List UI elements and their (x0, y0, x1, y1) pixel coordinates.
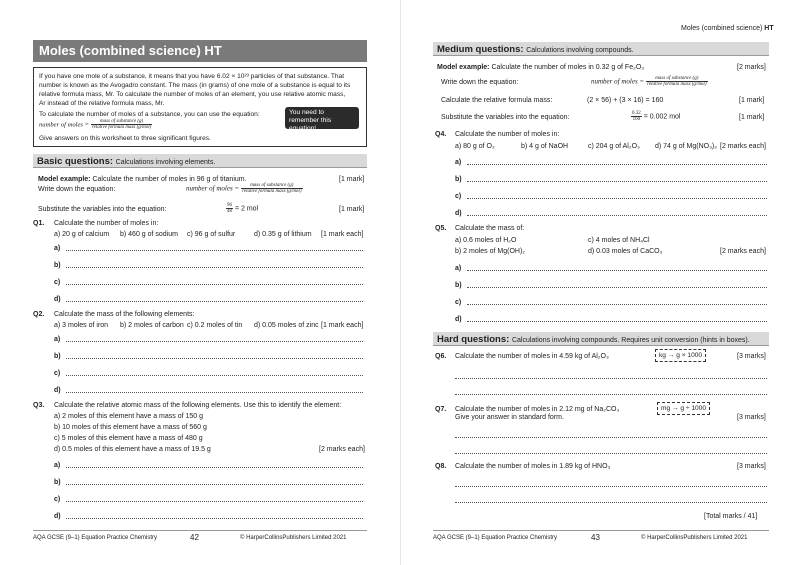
q3-answer-b-line[interactable] (66, 484, 363, 485)
q3-answer-c-label: c) (54, 496, 61, 503)
q2-d: d) 0.05 moles of zinc (254, 322, 319, 329)
q7-hint-box: mg → g ÷ 1000 (657, 402, 710, 415)
q6-hint-box: kg → g × 1000 (655, 349, 706, 362)
q4-d: d) 74 g of Mg(NO₃)₂ (655, 143, 717, 150)
intro-line-2: number is known as the Avogadro constant. The mass (in grams) of one mole of a substance is equal to its (39, 82, 351, 89)
q3-text: Calculate the relative atomic mass of the following elements. Use this to identify the element: (54, 402, 342, 409)
medium-rfm-label: Calculate the relative formula mass: (441, 97, 553, 104)
q4-answer-d-line[interactable] (467, 215, 767, 216)
medium-write-label: Write down the equation: (441, 79, 519, 86)
footer-book-title: AQA GCSE (9–1) Equation Practice Chemistry (433, 535, 558, 541)
q5-number: Q5. (435, 225, 447, 232)
q5-answer-a-line[interactable] (467, 270, 767, 271)
footer-book-title: AQA GCSE (9–1) Equation Practice Chemistry (33, 535, 158, 541)
q3-number: Q3. (33, 402, 45, 409)
footer-rule (433, 530, 769, 531)
basic-substitute-marks: [1 mark] (339, 206, 365, 213)
q5-marks: [2 marks each] (720, 248, 766, 255)
q5-answer-d-line[interactable] (467, 321, 767, 322)
q2-answer-d-line[interactable] (66, 392, 363, 393)
q1-b: b) 460 g of sodium (120, 231, 178, 238)
medium-rfm-value: (2 × 56) + (3 × 16) = 160 (587, 97, 664, 104)
q3-answer-d-line[interactable] (66, 518, 363, 519)
q1-text: Calculate the number of moles in: (54, 220, 159, 227)
hard-section-header (433, 332, 769, 346)
hard-heading: Hard questions: Calculations involving compounds. Requires unit conversion (hints in boxes). (437, 334, 750, 345)
q2-answer-c-label: c) (54, 370, 61, 377)
q7-number: Q7. (435, 406, 447, 413)
basic-substitute-label: Substitute the variables into the equation: (38, 206, 167, 213)
right-page (400, 0, 800, 565)
basic-substitute-equation: $\frac{96}{48}$ = 2 mol (227, 203, 259, 214)
q5-answer-a-label: a) (455, 265, 462, 272)
q5-answer-c-line[interactable] (467, 304, 767, 305)
q1-c: c) 96 g of sulfur (187, 231, 236, 238)
q7-text: Calculate the number of moles in 2.12 mg of Na₂CO₃ (455, 406, 620, 413)
q2-a: a) 3 moles of iron (54, 322, 109, 329)
intro-line-1: If you have one mole of a substance, it means that you have 6.02 × 10²³ particles of that substance. That (39, 73, 345, 80)
q4-answer-c-label: c) (455, 193, 462, 200)
q7-answer-line-2[interactable] (455, 453, 767, 454)
q2-c: c) 0.2 moles of tin (187, 322, 243, 329)
medium-heading: Medium questions: Calculations involving compounds. (437, 44, 634, 55)
q4-a: a) 80 g of O₂ (455, 143, 495, 150)
q3-c: c) 5 moles of this element have a mass of 480 g (54, 435, 203, 442)
q1-answer-d-line[interactable] (66, 301, 363, 302)
q2-answer-b-line[interactable] (66, 358, 363, 359)
q2-text: Calculate the mass of the following elements: (54, 311, 195, 318)
page-title-bar (33, 40, 367, 62)
q7-answer-line-1[interactable] (455, 437, 767, 438)
q3-answer-a-line[interactable] (66, 467, 363, 468)
q2-answer-a-line[interactable] (66, 341, 363, 342)
footer-copyright: © HarperCollinsPublishers Limited 2021 (641, 535, 748, 541)
medium-substitute-label: Substitute the variables into the equation: (441, 114, 570, 121)
q3-answer-b-label: b) (54, 479, 61, 486)
page-number: 43 (591, 533, 600, 542)
intro-line-4: Ar instead of the relative formula mass, Mr. (39, 100, 165, 107)
q6-number: Q6. (435, 353, 447, 360)
q4-text: Calculate the number of moles in: (455, 131, 560, 138)
q1-answer-c-line[interactable] (66, 284, 363, 285)
q8-marks: [3 marks] (737, 463, 766, 470)
footer-copyright: © HarperCollinsPublishers Limited 2021 (240, 535, 347, 541)
basic-section-header (33, 154, 367, 168)
q5-answer-b-label: b) (455, 282, 462, 289)
intro-line-5: To calculate the number of moles of a substance, you can use the equation: (39, 111, 260, 118)
q2-answer-d-label: d) (54, 387, 61, 394)
total-marks: [Total marks / 41] (704, 513, 758, 520)
q4-c: c) 204 g of Al₂O₃ (588, 143, 640, 150)
q1-a: a) 20 g of calcium (54, 231, 110, 238)
q1-answer-b-label: b) (54, 262, 61, 269)
q8-answer-line-2[interactable] (455, 502, 767, 503)
intro-line-3: relative formula mass, Mr. To calculate the number of moles of an element, you use relative atomic mass, (39, 91, 346, 98)
q6-marks: [3 marks] (737, 353, 766, 360)
q5-b: b) 2 moles of Mg(OH)₂ (455, 248, 526, 255)
running-header: Moles (combined science) HT (681, 25, 774, 32)
q4-answer-b-label: b) (455, 176, 462, 183)
q8-text: Calculate the number of moles in 1.89 kg of HNO₃ (455, 463, 611, 470)
basic-model-example: Model example: Calculate the number of moles in 96 g of titanium. (38, 176, 247, 183)
q5-a: a) 0.6 moles of H₂O (455, 237, 517, 244)
q1-d: d) 0.35 g of lithium (254, 231, 312, 238)
q1-answer-b-line[interactable] (66, 267, 363, 268)
q3-answer-d-label: d) (54, 513, 61, 520)
q1-answer-d-label: d) (54, 296, 61, 303)
q4-number: Q4. (435, 131, 447, 138)
basic-write-equation: number of moles = $\frac{\text{mass of substance (g)}}{\text{relative formula mass (g/mol)}}$ (186, 183, 302, 194)
intro-equation: number of moles = $\frac{\text{mass of substance (g)}}{\text{relative formula mass (g/mol)}}$ (39, 119, 152, 130)
basic-write-label: Write down the equation: (38, 186, 116, 193)
intro-box (33, 67, 367, 147)
medium-model-example: Model example: Calculate the number of moles in 0.32 g of Fe₂O₃ (437, 64, 645, 71)
q3-answer-a-label: a) (54, 462, 61, 469)
intro-line-6: Give answers on this worksheet to three significant figures. (39, 135, 211, 142)
q5-text: Calculate the mass of: (455, 225, 525, 232)
q3-d: d) 0.5 moles of this element have a mass of 19.5 g (54, 446, 211, 453)
q2-number: Q2. (33, 311, 45, 318)
medium-substitute-equation: $\frac{0.32}{160}$ = 0.002 mol (632, 111, 681, 122)
q4-answer-a-label: a) (455, 159, 462, 166)
medium-section-header (433, 42, 769, 56)
q2-answer-a-label: a) (54, 336, 61, 343)
remember-callout: You need to remember this equation! (285, 107, 359, 129)
q8-answer-line-1[interactable] (455, 486, 767, 487)
q6-answer-line-2[interactable] (455, 394, 767, 395)
q5-answer-b-line[interactable] (467, 287, 767, 288)
q3-b: b) 10 moles of this element have a mass of 560 g (54, 424, 207, 431)
q2-answer-c-line[interactable] (66, 375, 363, 376)
q3-a: a) 2 moles of this element have a mass of 150 g (54, 413, 204, 420)
q1-answer-c-label: c) (54, 279, 61, 286)
q5-c: c) 4 moles of NH₄Cl (588, 237, 650, 244)
medium-substitute-marks: [1 mark] (739, 114, 765, 121)
q2-answer-b-label: b) (54, 353, 61, 360)
q8-number: Q8. (435, 463, 447, 470)
medium-model-marks: [2 marks] (737, 64, 766, 71)
medium-write-equation: number of moles = $\frac{\text{mass of substance (g)}}{\text{relative formula mass (g/mol)}}$ (591, 76, 707, 87)
basic-model-marks: [1 mark] (339, 176, 365, 183)
q7-text-2: Give your answer in standard form. (455, 414, 564, 421)
page-title: Moles (combined science) HT (39, 43, 222, 58)
q3-answer-c-line[interactable] (66, 501, 363, 502)
q5-answer-c-label: c) (455, 299, 462, 306)
page-number: 42 (190, 533, 199, 542)
q2-marks: [1 mark each] (321, 322, 364, 329)
q2-b: b) 2 moles of carbon (120, 322, 184, 329)
q5-d: d) 0.03 moles of CaCO₃ (588, 248, 663, 255)
q3-marks: [2 marks each] (319, 446, 365, 453)
basic-heading: Basic questions: Calculations involving elements. (37, 156, 216, 167)
footer-rule (33, 530, 367, 531)
q4-answer-b-line[interactable] (467, 181, 767, 182)
q4-b: b) 4 g of NaOH (521, 143, 569, 150)
q1-answer-a-label: a) (54, 245, 61, 252)
q4-answer-d-label: d) (455, 210, 462, 217)
q4-answer-a-line[interactable] (467, 164, 767, 165)
q1-number: Q1. (33, 220, 45, 227)
q7-marks: [3 marks] (737, 414, 766, 421)
q4-marks: [2 marks each] (720, 143, 766, 150)
q1-marks: [1 mark each] (321, 231, 364, 238)
q6-answer-line-1[interactable] (455, 378, 767, 379)
q1-answer-a-line[interactable] (66, 250, 363, 251)
medium-rfm-marks: [1 mark] (739, 97, 765, 104)
q6-text: Calculate the number of moles in 4.59 kg of Al₂O₃ (455, 353, 609, 360)
q5-answer-d-label: d) (455, 316, 462, 323)
q4-answer-c-line[interactable] (467, 198, 767, 199)
